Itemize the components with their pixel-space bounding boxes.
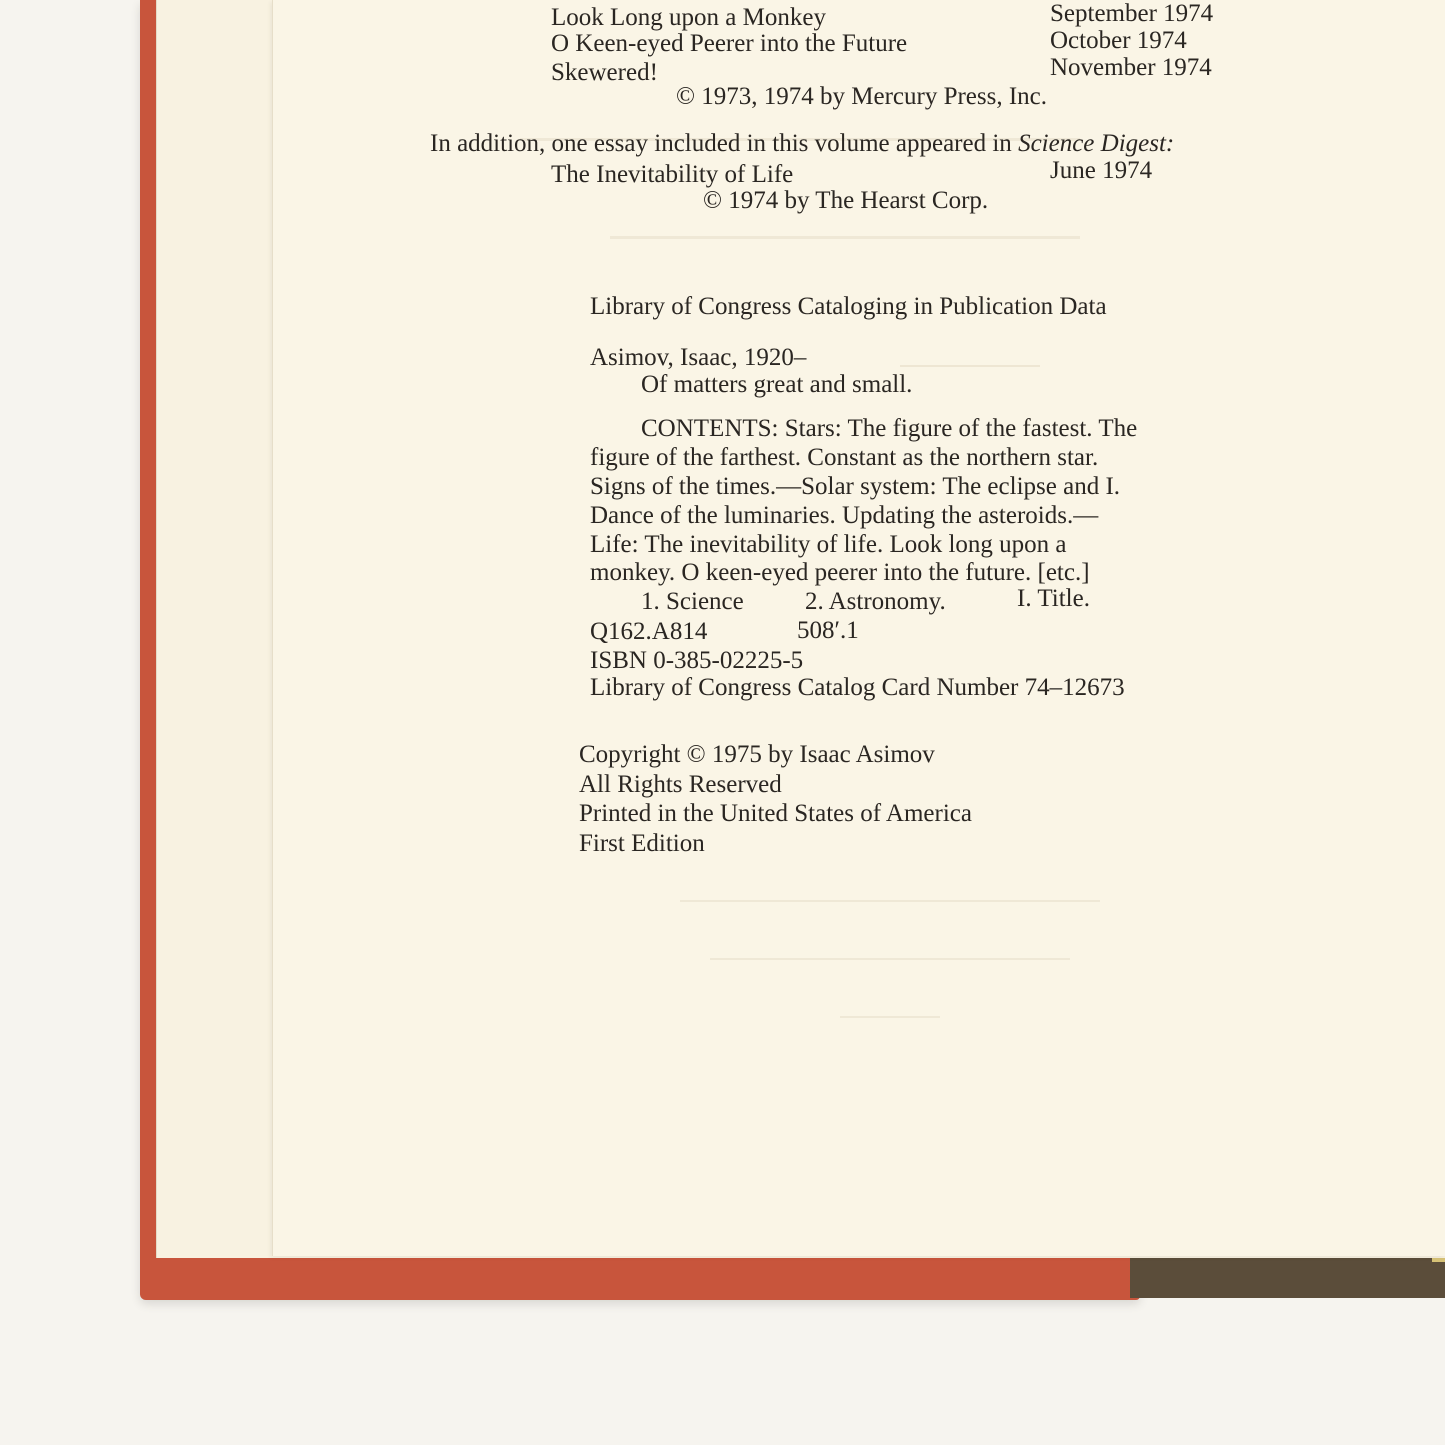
cip-contents-line-5: Life: The inevitability of life. Look long upon a [590, 531, 1067, 558]
copyright-hearst: © 1974 by The Hearst Corp. [703, 187, 989, 214]
cip-contents-line-4: Dance of the luminaries. Updating the asteroids.— [590, 502, 1099, 529]
cip-title: Of matters great and small. [641, 371, 913, 398]
copyright-mercury: © 1973, 1974 by Mercury Press, Inc. [676, 83, 1048, 110]
addition-prefix: In addition, one essay included in this volume appeared in [430, 130, 1019, 157]
cip-heading: Library of Congress Cataloging in Publication Data [590, 293, 1107, 320]
essay-title-1: Look Long upon a Monkey [551, 4, 826, 31]
cip-subject-1: 1. Science [641, 588, 744, 615]
essay-title-3: Skewered! [551, 59, 658, 86]
show-through-line-1 [900, 365, 1040, 367]
cip-author: Asimov, Isaac, 1920– [590, 344, 807, 371]
cip-call-number: Q162.A814 [590, 618, 708, 645]
show-through-block-4 [710, 940, 1070, 960]
essay-date-1: September 1974 [1050, 0, 1214, 27]
cip-subject-3: I. Title. [1017, 585, 1090, 612]
cip-dewey: 508′.1 [797, 617, 859, 644]
essay-date-3: November 1974 [1050, 54, 1212, 81]
addition-note [430, 130, 1174, 158]
cip-contents-line-2: figure of the farthest. Constant as the northern star. [590, 444, 1099, 471]
rights-printed: Printed in the United States of America [579, 800, 972, 827]
rights-edition: First Edition [579, 830, 705, 857]
essay-date-2: October 1974 [1050, 27, 1187, 54]
rights-copyright: Copyright © 1975 by Isaac Asimov [579, 741, 935, 768]
show-through-block-5 [840, 990, 940, 1018]
extra-essay-title: The Inevitability of Life [551, 161, 794, 188]
addition-magazine: Science Digest: [1018, 130, 1175, 157]
show-through-block-3 [680, 880, 1100, 902]
essay-title-2: O Keen-eyed Peerer into the Future [551, 30, 908, 57]
cip-contents-line-1: CONTENTS: Stars: The figure of the fastest. The [641, 415, 1138, 442]
cip-contents-line-3: Signs of the times.—Solar system: The eclipse and I. [590, 473, 1121, 500]
rights-reserved: All Rights Reserved [579, 771, 782, 798]
cip-card-number: Library of Congress Catalog Card Number 74–12673 [590, 674, 1125, 701]
cip-contents-line-6: monkey. O keen-eyed peerer into the future. [etc.] [590, 559, 1090, 586]
cip-subject-2: 2. Astronomy. [805, 588, 946, 615]
extra-essay-date: June 1974 [1050, 157, 1153, 184]
cip-isbn: ISBN 0-385-02225-5 [590, 647, 804, 674]
